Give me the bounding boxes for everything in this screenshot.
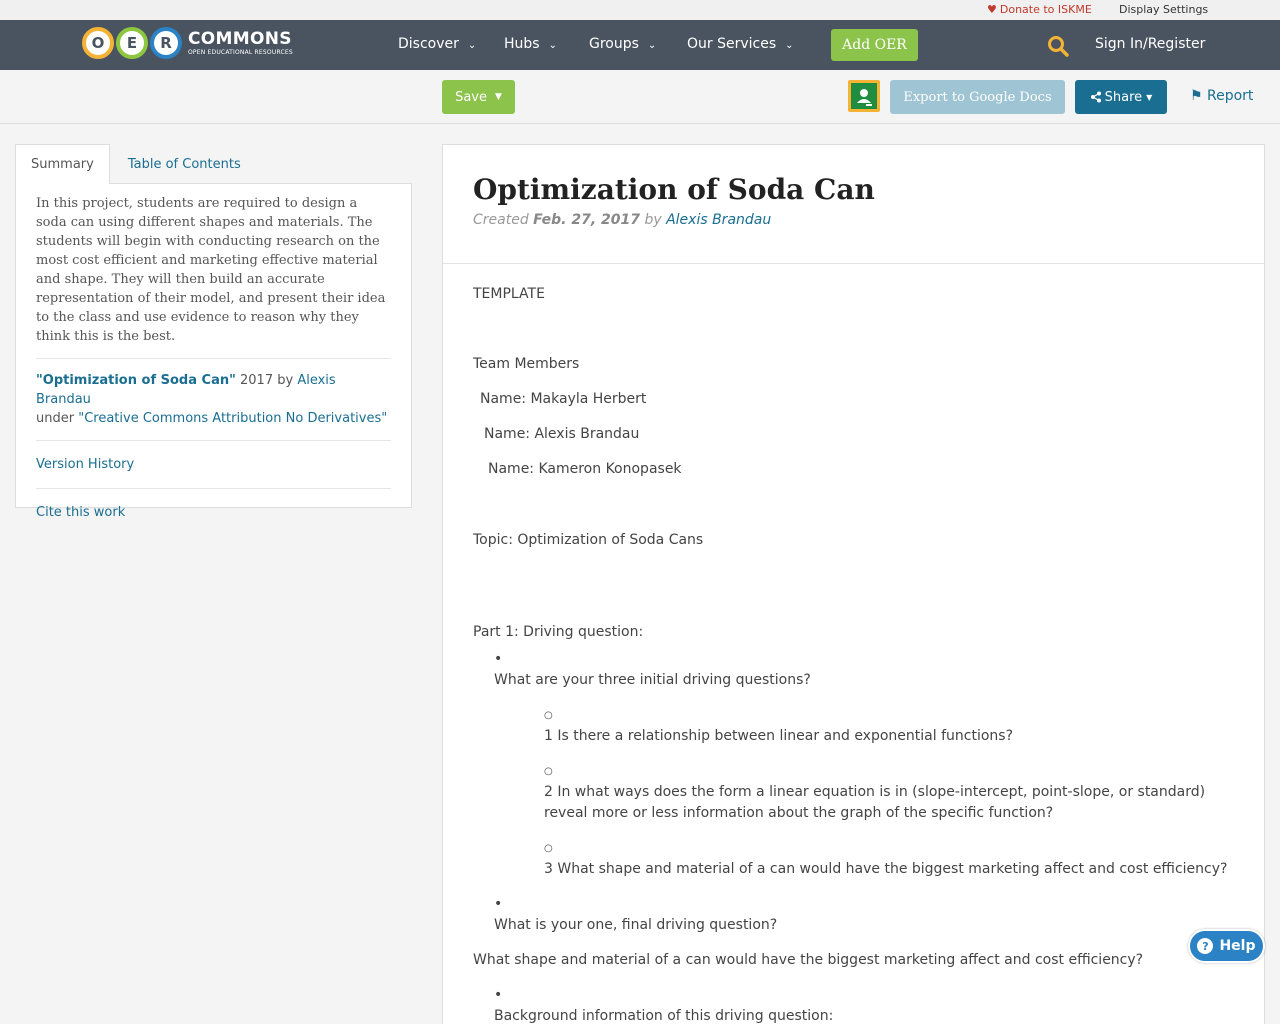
chevron-down-icon: ⌄ bbox=[647, 40, 657, 51]
heart-icon: ♥ bbox=[987, 3, 997, 16]
author-link[interactable]: Alexis Brandau bbox=[666, 212, 772, 228]
nav-hubs[interactable]: Hubs ⌄ bbox=[504, 36, 557, 52]
list-item: ○ 2 In what ways does the form a linear equation is in (slope-intercept, point-slope, or standard) reveal more or less information about the graph of the specific function? bbox=[544, 766, 1206, 821]
sign-in-register-link[interactable]: Sign In/Register bbox=[1095, 36, 1206, 52]
member-name: Name: Alexis Brandau bbox=[484, 426, 640, 442]
caret-down-icon: ▼ bbox=[1146, 92, 1153, 102]
version-history-link[interactable]: Version History bbox=[36, 457, 135, 472]
team-members-heading: Team Members bbox=[473, 356, 580, 372]
chevron-down-icon: ⌄ bbox=[467, 40, 477, 51]
divider bbox=[36, 488, 391, 489]
tab-summary[interactable]: Summary bbox=[15, 144, 110, 184]
list-item: • Background information of this driving question: bbox=[494, 987, 834, 1024]
list-item: • What are your three initial driving questions? bbox=[494, 651, 811, 688]
caret-down-icon: ▼ bbox=[495, 92, 502, 102]
utility-bar bbox=[0, 0, 1280, 20]
final-driving-question: What shape and material of a can would have the biggest marketing affect and cost efficiency? bbox=[473, 952, 1144, 968]
chevron-down-icon: ⌄ bbox=[785, 40, 794, 51]
member-name: Name: Makayla Herbert bbox=[480, 391, 647, 407]
chevron-down-icon: ⌄ bbox=[548, 40, 557, 51]
created-line: Created Feb. 27, 2017 by Alexis Brandau bbox=[473, 212, 772, 228]
template-label: TEMPLATE bbox=[473, 286, 545, 302]
tab-table-of-contents[interactable]: Table of Contents bbox=[127, 156, 241, 172]
add-oer-button[interactable]: Add OER bbox=[831, 29, 918, 61]
nav-discover[interactable]: Discover ⌄ bbox=[398, 36, 477, 52]
logo-wordmark: COMMONS OPEN EDUCATIONAL RESOURCES bbox=[188, 28, 293, 56]
export-google-docs-button[interactable]: Export to Google Docs bbox=[890, 80, 1065, 114]
attribution-author-link[interactable]: Alexis Brandau bbox=[36, 373, 336, 407]
share-button[interactable]: Share ▼ bbox=[1075, 80, 1167, 114]
attribution-under: under bbox=[36, 411, 75, 426]
attribution-title-link[interactable]: "Optimization of Soda Can" bbox=[36, 373, 236, 388]
search-icon[interactable] bbox=[1047, 35, 1069, 57]
nav-groups[interactable]: Groups ⌄ bbox=[589, 36, 657, 52]
google-classroom-icon[interactable] bbox=[848, 80, 880, 112]
logo-letter-o: O bbox=[82, 27, 114, 59]
list-item: • What is your one, final driving question? bbox=[494, 896, 778, 933]
display-settings-link[interactable]: Display Settings bbox=[1119, 3, 1209, 16]
attribution-year: 2017 by bbox=[240, 373, 294, 388]
main-nav bbox=[0, 20, 1280, 70]
divider bbox=[36, 358, 391, 359]
license-link[interactable]: "Creative Commons Attribution No Derivatives" bbox=[78, 411, 388, 426]
nav-our-services[interactable]: Our Services ⌄ bbox=[687, 36, 794, 52]
help-button[interactable]: ? Help bbox=[1188, 929, 1265, 963]
summary-text: In this project, students are required to design a soda can using different shapes and materials. The students will begin with conducting research on the most cost efficient and marketing effective material and shape. They will then build an accurate representation of their model, and present their idea to the class and use evidence to reason why they think this is the best. bbox=[36, 196, 386, 344]
summary-panel bbox=[15, 183, 412, 520]
resource-toolbar bbox=[0, 70, 1280, 124]
content-body bbox=[443, 264, 1264, 1024]
list-item: ○ 1 Is there a relationship between linear and exponential functions? bbox=[544, 710, 1013, 744]
classroom-glyph-icon bbox=[851, 83, 877, 109]
oer-commons-logo[interactable] bbox=[82, 26, 293, 60]
flag-icon: ⚑ bbox=[1190, 88, 1203, 104]
created-date: Feb. 27, 2017 bbox=[533, 212, 640, 228]
donate-link[interactable]: ♥ Donate to ISKME bbox=[987, 3, 1092, 16]
sidebar-tabs bbox=[15, 144, 256, 184]
list-item: ○ 3 What shape and material of a can would have the biggest marketing affect and cost efficiency? bbox=[544, 843, 1228, 877]
divider bbox=[36, 440, 391, 441]
share-icon bbox=[1090, 91, 1102, 103]
save-button[interactable]: Save ▼ bbox=[442, 80, 515, 114]
question-icon: ? bbox=[1197, 938, 1213, 954]
resource-content bbox=[442, 144, 1265, 1024]
cite-this-work-link[interactable]: Cite this work bbox=[36, 505, 126, 520]
page-title: Optimization of Soda Can bbox=[473, 173, 875, 206]
logo-letter-e: E bbox=[116, 27, 148, 59]
attribution bbox=[36, 371, 391, 428]
content-header bbox=[443, 145, 1264, 264]
report-link[interactable]: ⚑ Report bbox=[1190, 88, 1254, 104]
part1-heading: Part 1: Driving question: bbox=[473, 624, 644, 640]
member-name: Name: Kameron Konopasek bbox=[488, 461, 682, 477]
logo-letter-r: R bbox=[150, 27, 182, 59]
topic-line: Topic: Optimization of Soda Cans bbox=[473, 532, 704, 548]
